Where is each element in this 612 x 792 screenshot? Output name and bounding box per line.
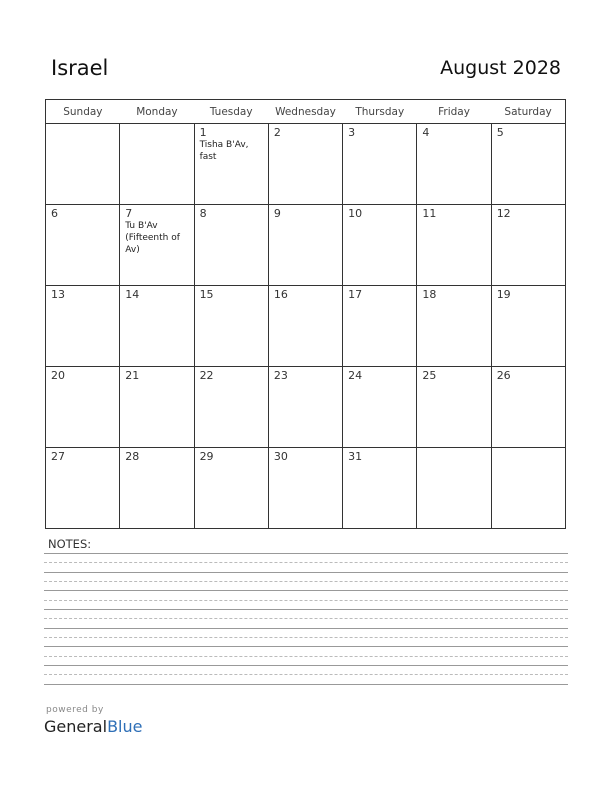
day-cell[interactable]	[46, 286, 120, 367]
day-cell[interactable]	[194, 367, 268, 448]
notes-line	[44, 656, 568, 657]
day-number: 25	[422, 369, 437, 382]
day-cell[interactable]	[417, 205, 491, 286]
day-cell[interactable]	[268, 286, 342, 367]
empty-day-cell	[491, 448, 565, 529]
notes-line	[44, 684, 568, 685]
notes-line	[44, 618, 568, 619]
day-cell[interactable]	[491, 205, 565, 286]
day-cell[interactable]	[194, 124, 268, 205]
day-cell[interactable]	[268, 205, 342, 286]
day-number: 19	[496, 288, 511, 301]
holiday-event: Tisha B'Av, fast	[199, 140, 249, 162]
notes-line	[44, 581, 568, 582]
holiday-event: Tu B'Av (Fifteenth of Av)	[125, 221, 180, 255]
notes-line	[44, 553, 568, 554]
day-cell[interactable]	[491, 367, 565, 448]
week-row	[46, 286, 566, 367]
notes-line	[44, 665, 568, 666]
day-number: 24	[348, 369, 363, 382]
day-number: 9	[273, 207, 281, 220]
day-cell[interactable]	[343, 448, 417, 529]
day-number: 8	[199, 207, 207, 220]
day-cell[interactable]	[268, 124, 342, 205]
notes-line	[44, 562, 568, 563]
empty-day-cell	[120, 124, 194, 205]
day-number: 28	[125, 450, 140, 463]
notes-line	[44, 646, 568, 647]
month-year-title: August 2028	[440, 57, 561, 79]
day-cell[interactable]	[491, 286, 565, 367]
notes-line	[44, 572, 568, 573]
day-number: 5	[496, 126, 504, 139]
country-title: Israel	[51, 56, 109, 80]
day-number: 11	[422, 207, 437, 220]
day-number: 23	[273, 369, 288, 382]
day-cell[interactable]	[194, 205, 268, 286]
notes-line	[44, 590, 568, 591]
weekday-header-row	[46, 100, 566, 124]
generalblue-logo[interactable]	[44, 717, 142, 736]
day-number: 17	[348, 288, 363, 301]
day-number: 3	[348, 126, 356, 139]
day-cell[interactable]	[343, 124, 417, 205]
weekday-monday: Monday	[120, 100, 194, 124]
week-row	[46, 367, 566, 448]
day-cell[interactable]	[46, 205, 120, 286]
day-number: 10	[348, 207, 363, 220]
week-row	[46, 124, 566, 205]
day-cell[interactable]	[194, 448, 268, 529]
day-number: 29	[199, 450, 214, 463]
week-row	[46, 448, 566, 529]
day-number: 27	[51, 450, 65, 463]
day-cell[interactable]	[491, 124, 565, 205]
empty-day-cell	[46, 124, 120, 205]
day-number: 26	[496, 369, 511, 382]
weekday-friday: Friday	[417, 100, 491, 124]
weekday-saturday: Saturday	[491, 100, 565, 124]
day-number: 16	[273, 288, 288, 301]
day-number: 20	[51, 369, 65, 382]
day-number: 12	[496, 207, 511, 220]
day-number: 15	[199, 288, 214, 301]
day-cell[interactable]	[268, 367, 342, 448]
day-number: 4	[422, 126, 430, 139]
day-cell[interactable]	[120, 286, 194, 367]
day-number: 14	[125, 288, 140, 301]
day-cell[interactable]	[343, 367, 417, 448]
day-number: 7	[125, 207, 133, 220]
calendar-grid	[45, 99, 566, 529]
logo-blue: Blue	[107, 717, 143, 736]
day-cell[interactable]	[417, 124, 491, 205]
week-row	[46, 205, 566, 286]
notes-line	[44, 609, 568, 610]
day-number: 18	[422, 288, 437, 301]
weekday-tuesday: Tuesday	[194, 100, 268, 124]
notes-line	[44, 637, 568, 638]
empty-day-cell	[417, 448, 491, 529]
day-cell[interactable]	[268, 448, 342, 529]
day-cell[interactable]	[417, 367, 491, 448]
day-number: 31	[348, 450, 363, 463]
day-cell[interactable]	[120, 448, 194, 529]
day-cell[interactable]	[343, 205, 417, 286]
day-cell[interactable]	[343, 286, 417, 367]
day-cell[interactable]	[194, 286, 268, 367]
weekday-sunday: Sunday	[46, 100, 120, 124]
powered-by-text: powered by	[46, 705, 104, 715]
notes-label: NOTES:	[48, 537, 92, 551]
day-cell[interactable]	[120, 367, 194, 448]
day-number: 2	[273, 126, 281, 139]
day-number: 21	[125, 369, 140, 382]
notes-line	[44, 600, 568, 601]
day-cell[interactable]	[46, 448, 120, 529]
day-number: 22	[199, 369, 214, 382]
weekday-wednesday: Wednesday	[268, 100, 342, 124]
day-number: 13	[51, 288, 65, 301]
day-number: 1	[199, 126, 207, 139]
day-cell[interactable]	[120, 205, 194, 286]
weekday-thursday: Thursday	[343, 100, 417, 124]
day-cell[interactable]	[417, 286, 491, 367]
day-cell[interactable]	[46, 367, 120, 448]
notes-line	[44, 628, 568, 629]
logo-general: General	[44, 717, 108, 736]
day-number: 6	[51, 207, 58, 220]
day-number: 30	[273, 450, 288, 463]
notes-line	[44, 674, 568, 675]
